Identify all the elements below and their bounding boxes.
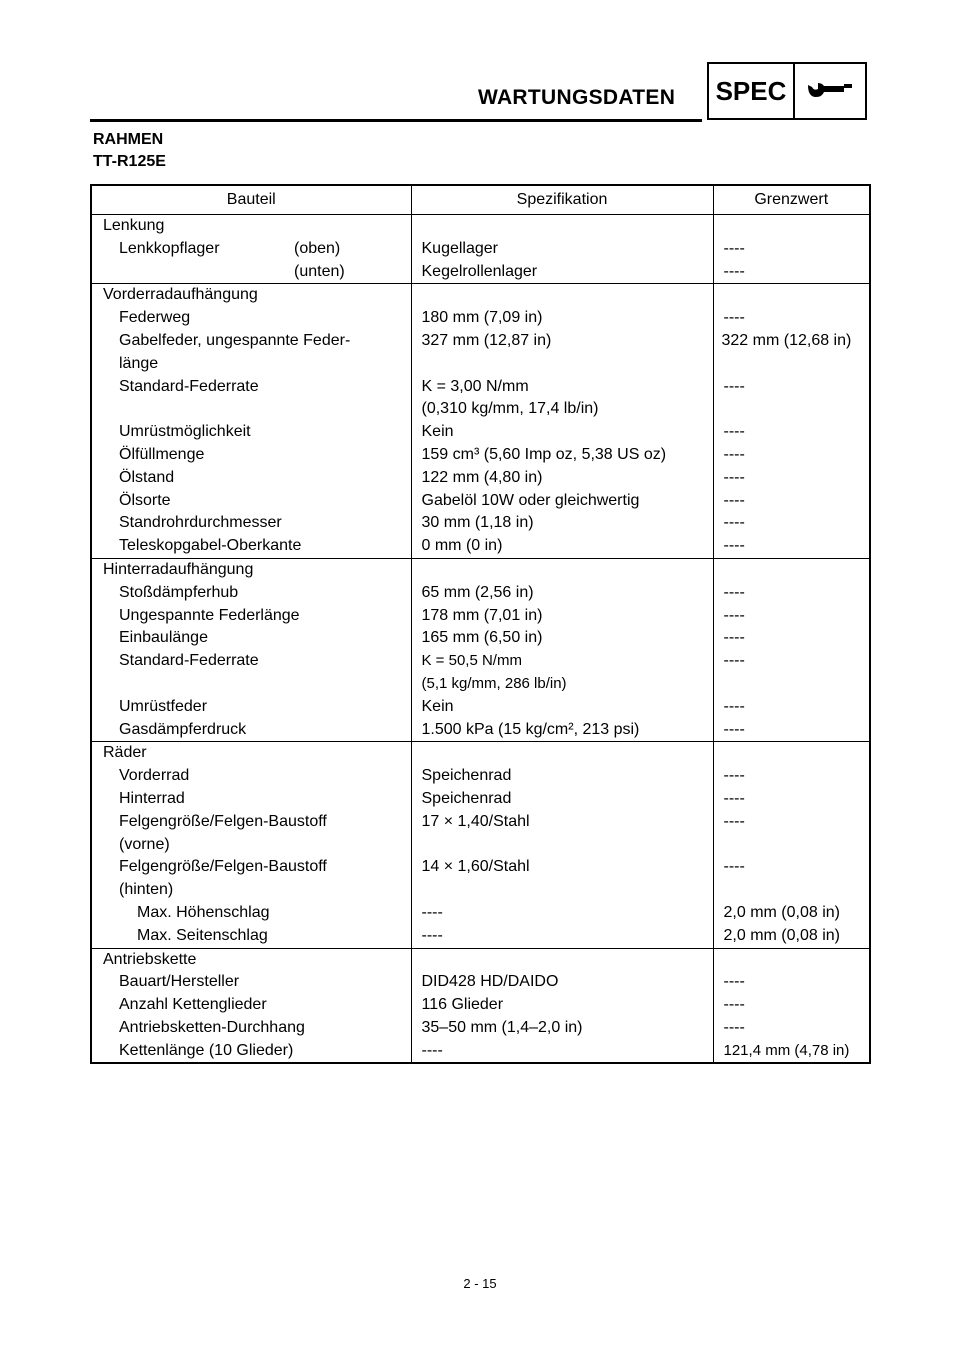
bauteil-line: Max. Höhenschlag	[137, 903, 270, 921]
spezifikation-line	[412, 215, 713, 238]
grenzwert-line	[714, 742, 870, 765]
table-group-row	[91, 284, 870, 559]
spezifikation-line: 180 mm (7,09 in)	[421, 309, 543, 327]
bauteil-cell	[91, 215, 411, 284]
table-group-row	[91, 558, 870, 741]
grenzwert-line: 322 mm (12,68 in)	[721, 331, 852, 349]
grenzwert-line: ----	[723, 973, 745, 991]
grenzwert-line: ----	[723, 606, 745, 624]
bauteil-line: Teleskopgabel-Oberkante	[119, 537, 302, 555]
bauteil-line: Lenkung	[103, 217, 165, 234]
bauteil-line: Felgengröße/Felgen-Baustoff	[119, 812, 327, 830]
grenzwert-line: 2,0 mm (0,08 in)	[723, 926, 840, 944]
grenzwert-line: ----	[723, 767, 745, 785]
bauteil-cell	[91, 948, 411, 1063]
bauteil-line: Räder	[103, 744, 147, 762]
spezifikation-line: ----	[421, 926, 443, 944]
spezifikation-line: 1.500 kPa (15 kg/cm², 213 psi)	[421, 720, 640, 738]
column-header: Spezifikation	[411, 185, 713, 215]
spezifikation-line: 0 mm (0 in)	[421, 537, 503, 555]
bauteil-line: Antriebsketten-Durchhang	[119, 1018, 305, 1036]
column-header: Bauteil	[91, 185, 411, 215]
grenzwert-line	[714, 284, 870, 307]
grenzwert-line: ----	[723, 468, 745, 486]
spec-badge	[707, 62, 867, 120]
grenzwert-line	[714, 559, 870, 582]
bauteil-line: Gabelfeder, ungespannte Feder-	[119, 331, 351, 349]
bauteil-line: (hinten)	[119, 881, 174, 899]
spezifikation-line: ----	[421, 1041, 443, 1059]
spezifikation-line: 17 × 1,40/Stahl	[421, 812, 530, 830]
spezifikation-cell	[411, 215, 713, 284]
spezifikation-cell	[411, 558, 713, 741]
spezifikation-line: 14 × 1,60/Stahl	[421, 858, 530, 876]
grenzwert-line: ----	[723, 239, 745, 257]
spezifikation-line: Gabelöl 10W oder gleichwertig	[421, 491, 640, 509]
bauteil-line: Ölfüllmenge	[119, 445, 205, 463]
spezifikation-line: 65 mm (2,56 in)	[421, 583, 534, 601]
bauteil-line: Standrohrdurchmesser	[119, 514, 282, 532]
bauteil-line: Ungespannte Federlänge	[119, 606, 300, 624]
grenzwert-cell	[713, 284, 870, 559]
grenzwert-line	[714, 673, 870, 696]
spezifikation-line	[412, 949, 713, 972]
spezifikation-line	[412, 834, 713, 857]
bauteil-cell	[91, 558, 411, 741]
bauteil-line: Standard-Federrate	[119, 652, 259, 670]
grenzwert-line: ----	[723, 537, 745, 555]
bauteil-line: Ölstand	[119, 468, 175, 486]
spec-table	[90, 184, 871, 1064]
table-group-row	[91, 215, 870, 284]
grenzwert-line: 121,4 mm (4,78 in)	[723, 1041, 850, 1059]
bauteil-subtext: (unten)	[294, 262, 345, 280]
spezifikation-line: Speichenrad	[421, 789, 512, 807]
spezifikation-line: Kegelrollenlager	[421, 262, 538, 280]
grenzwert-line: ----	[723, 1018, 745, 1036]
spezifikation-line: K = 3,00 N/mm	[421, 377, 529, 395]
bauteil-text: Lenkkopflager	[119, 239, 220, 257]
grenzwert-line: ----	[723, 789, 745, 807]
grenzwert-line: ----	[723, 514, 745, 532]
bauteil-line	[92, 238, 411, 261]
grenzwert-line: ----	[723, 629, 745, 647]
bauteil-line: Standard-Federrate	[119, 377, 259, 395]
spezifikation-line	[412, 559, 713, 582]
bauteil-line: (vorne)	[119, 835, 170, 853]
grenzwert-line: ----	[723, 583, 745, 601]
grenzwert-line: ----	[723, 262, 745, 280]
grenzwert-line: ----	[723, 812, 745, 830]
bauteil-line: Gasdämpferdruck	[119, 720, 247, 738]
grenzwert-line	[714, 215, 870, 238]
grenzwert-cell	[713, 948, 870, 1063]
bauteil-cell	[91, 742, 411, 948]
spezifikation-line	[412, 353, 713, 376]
bauteil-line	[92, 398, 411, 421]
bauteil-line	[92, 261, 411, 284]
bauteil-line: Umrüstmöglichkeit	[119, 423, 251, 441]
grenzwert-line: 2,0 mm (0,08 in)	[723, 903, 840, 921]
grenzwert-line: ----	[723, 377, 745, 395]
grenzwert-line: ----	[723, 996, 745, 1014]
bauteil-line: Einbaulänge	[119, 629, 208, 647]
grenzwert-line: ----	[723, 697, 745, 715]
header-rule	[90, 119, 702, 122]
bauteil-line: Antriebskette	[103, 950, 197, 968]
bauteil-line: Anzahl Kettenglieder	[119, 996, 267, 1014]
spezifikation-line	[412, 742, 713, 765]
spezifikation-line	[412, 879, 713, 902]
bauteil-line: Hinterradaufhängung	[103, 560, 254, 578]
grenzwert-line: ----	[723, 423, 745, 441]
bauteil-line	[92, 673, 411, 696]
bauteil-line: Bauart/Hersteller	[119, 973, 240, 991]
grenzwert-line: ----	[723, 491, 745, 509]
spezifikation-line: (5,1 kg/mm, 286 lb/in)	[421, 674, 567, 692]
page-header-title: WARTUNGSDATEN	[478, 86, 676, 109]
section-title: RAHMEN	[93, 131, 164, 148]
grenzwert-cell	[713, 558, 870, 741]
grenzwert-line: ----	[723, 652, 745, 670]
spezifikation-cell	[411, 284, 713, 559]
spezifikation-cell	[411, 742, 713, 948]
grenzwert-line	[714, 398, 870, 421]
grenzwert-cell	[713, 742, 870, 948]
spezifikation-line: Speichenrad	[421, 767, 512, 785]
grenzwert-line	[714, 879, 870, 902]
spezifikation-line: Kein	[421, 423, 454, 441]
spezifikation-line: ----	[421, 903, 443, 921]
grenzwert-line: ----	[723, 309, 745, 327]
bauteil-line: Stoßdämpferhub	[119, 583, 239, 601]
spezifikation-line: 178 mm (7,01 in)	[421, 606, 543, 624]
spezifikation-line: DID428 HD/DAIDO	[421, 973, 559, 991]
spezifikation-cell	[411, 948, 713, 1063]
spec-label: SPEC	[709, 64, 795, 118]
bauteil-line: Vorderradaufhängung	[103, 286, 258, 304]
spezifikation-line: Kugellager	[421, 239, 498, 257]
bauteil-line: Federweg	[119, 309, 191, 327]
bauteil-line: Hinterrad	[119, 789, 185, 807]
bauteil-line: Max. Seitenschlag	[137, 926, 268, 944]
bauteil-line: Vorderrad	[119, 767, 190, 785]
grenzwert-line	[714, 834, 870, 857]
grenzwert-line: ----	[723, 445, 745, 463]
spezifikation-line: K = 50,5 N/mm	[421, 652, 522, 670]
table-group-row	[91, 742, 870, 948]
spezifikation-line: 159 cm³ (5,60 Imp oz, 5,38 US oz)	[421, 445, 667, 463]
spezifikation-line: 165 mm (6,50 in)	[421, 629, 543, 647]
bauteil-line: Umrüstfeder	[119, 697, 208, 715]
bauteil-cell	[91, 284, 411, 559]
spezifikation-line	[412, 284, 713, 307]
bauteil-line: Kettenlänge (10 Glieder)	[119, 1041, 294, 1059]
spezifikation-line: 116 Glieder	[421, 996, 504, 1014]
bauteil-line: Ölsorte	[119, 491, 171, 509]
grenzwert-line	[714, 353, 870, 376]
bauteil-line: Felgengröße/Felgen-Baustoff	[119, 858, 327, 876]
spezifikation-line: Kein	[421, 697, 454, 715]
spezifikation-line: 122 mm (4,80 in)	[421, 468, 543, 486]
spezifikation-line: 30 mm (1,18 in)	[421, 514, 534, 532]
model-title: TT-R125E	[93, 153, 166, 170]
table-header-row	[91, 185, 870, 215]
bauteil-subtext: (oben)	[294, 239, 341, 257]
page-number: 2 - 15	[463, 1276, 497, 1291]
grenzwert-cell	[713, 215, 870, 284]
table-group-row	[91, 948, 870, 1063]
spezifikation-line: 327 mm (12,87 in)	[421, 331, 552, 349]
spezifikation-line: 35–50 mm (1,4–2,0 in)	[421, 1018, 583, 1036]
spezifikation-line: (0,310 kg/mm, 17,4 lb/in)	[421, 400, 599, 418]
grenzwert-line: ----	[723, 720, 745, 738]
column-header: Grenzwert	[713, 185, 870, 215]
bauteil-line: länge	[119, 354, 159, 372]
grenzwert-line	[714, 949, 870, 972]
wrench-icon	[795, 64, 865, 118]
grenzwert-line: ----	[723, 858, 745, 876]
